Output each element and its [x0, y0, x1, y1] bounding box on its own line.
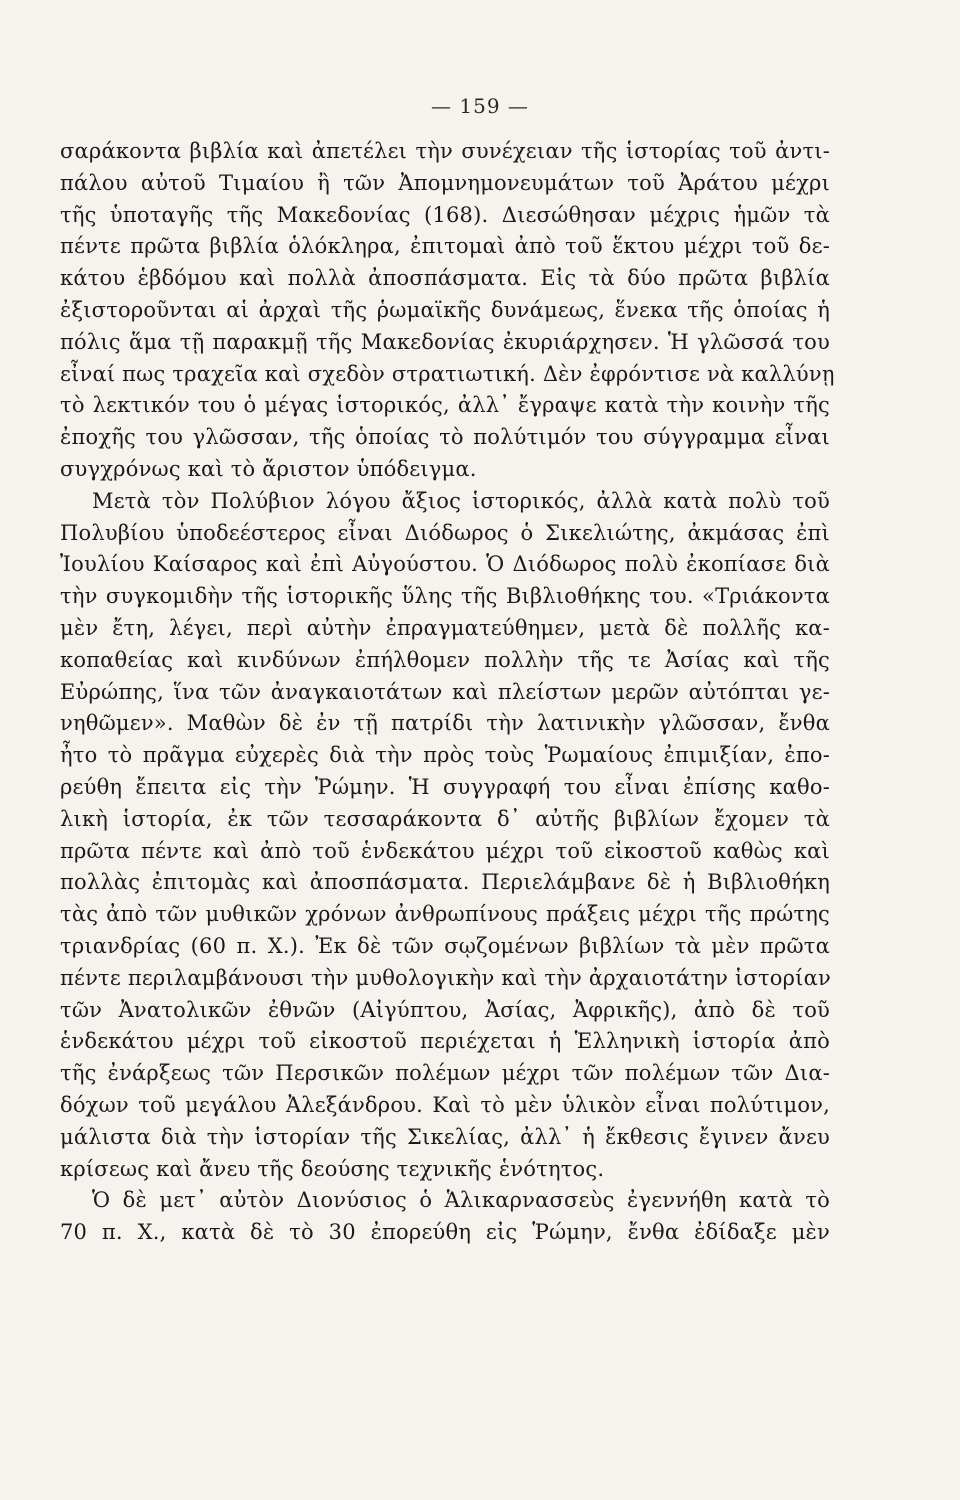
paragraph-start-line: Μετὰ τὸν Πολύβιον λόγου ἄξιος ἱστορικός, ἀλλὰ κατὰ πολὺ τοῦ	[92, 488, 830, 513]
text-line: πολλὰς ἐπιτομὰς καὶ ἀποσπάσματα. Περιελάμβανε δὲ ἡ Βιβλιοθήκη	[60, 870, 830, 895]
page-number: — 159 —	[431, 94, 529, 118]
text-line: τῆς ἐνάρξεως τῶν Περσικῶν πολέμων μέχρι τῶν πολέμων τῶν Δια-	[60, 1061, 830, 1086]
text-line: τριανδρίας (60 π. Χ.). Ἐκ δὲ τῶν σῳζομένων βιβλίων τὰ μὲν πρῶτα	[60, 933, 830, 958]
text-line: πάλου αὐτοῦ Τιμαίου ἢ τῶν Ἀπομνημονευμάτων τοῦ Ἀράτου μέχρι	[60, 170, 830, 195]
text-line: εἶναί πως τραχεῖα καὶ σχεδὸν στρατιωτική. Δὲν ἐφρόντισε νὰ καλλύνῃ	[60, 361, 835, 386]
text-line: ἑνδεκάτου μέχρι τοῦ εἰκοστοῦ περιέχεται ἡ Ἑλληνικὴ ἱστορία ἀπὸ	[60, 1029, 830, 1054]
text-line: κρίσεως καὶ ἄνευ τῆς δεούσης τεχνικῆς ἑνότητος.	[60, 1156, 605, 1181]
text-line: λικὴ ἱστορία, ἐκ τῶν τεσσαράκοντα δ᾽ αὐτῆς βιβλίων ἔχομεν τὰ	[60, 806, 830, 831]
text-line: συγχρόνως καὶ τὸ ἄριστον ὑπόδειγμα.	[60, 456, 477, 481]
text-line: τὸ λεκτικόν του ὁ μέγας ἱστορικός, ἀλλ᾽ ἔγραψε κατὰ τὴν κοινὴν τῆς	[60, 393, 830, 418]
text-line: τῶν Ἀνατολικῶν ἐθνῶν (Αἰγύπτου, Ἀσίας, Ἀφρικῆς), ἀπὸ δὲ τοῦ	[60, 997, 830, 1022]
text-line: τὰς ἀπὸ τῶν μυθικῶν χρόνων ἀνθρωπίνους πράξεις μέχρι τῆς πρώτης	[60, 902, 830, 927]
text-line: σαράκοντα βιβλία καὶ ἀπετέλει τὴν συνέχειαν τῆς ἱστορίας τοῦ ἀντι-	[60, 139, 830, 163]
text-line: ἐξιστοροῦνται αἱ ἀρχαὶ τῆς ῥωμαϊκῆς δυνάμεως, ἕνεκα τῆς ὁποίας ἡ	[60, 297, 830, 322]
text-line: Ἰουλίου Καίσαρος καὶ ἐπὶ Αὐγούστου. Ὁ Διόδωρος πολὺ ἐκοπίασε διὰ	[60, 552, 830, 577]
text-line: Πολυβίου ὑποδεέστερος εἶναι Διόδωρος ὁ Σικελιώτης, ἀκμάσας ἐπὶ	[60, 520, 830, 545]
text-line: 70 π. Χ., κατὰ δὲ τὸ 30 ἐπορεύθη εἰς Ῥώμην, ἔνθα ἐδίδαξε μὲν	[60, 1220, 830, 1245]
text-line: πέντε περιλαμβάνουσι τὴν μυθολογικὴν καὶ τὴν ἀρχαιοτάτην ἱστορίαν	[60, 965, 831, 990]
text-line: τὴν συγκομιδὴν τῆς ἱστορικῆς ὕλης τῆς Βιβλιοθήκης του. «Τριάκοντα	[60, 584, 830, 609]
text-line: μὲν ἔτη, λέγει, περὶ αὐτὴν ἐπραγματεύθημεν, μετὰ δὲ πολλῆς κα-	[60, 615, 830, 640]
text-line: κάτου ἑβδόμου καὶ πολλὰ ἀποσπάσματα. Εἰς τὰ δύο πρῶτα βιβλία	[60, 266, 830, 291]
paragraph-start-line: Ὁ δὲ μετ᾽ αὐτὸν Διονύσιος ὁ Ἁλικαρνασσεὺς ἐγεννήθη κατὰ τὸ	[92, 1188, 830, 1213]
text-line: δόχων τοῦ μεγάλου Ἀλεξάνδρου. Καὶ τὸ μὲν ὑλικὸν εἶναι πολύτιμον,	[60, 1092, 830, 1117]
text-line: κοπαθείας καὶ κινδύνων ἐπήλθομεν πολλὴν τῆς τε Ἀσίας καὶ τῆς	[60, 647, 830, 672]
text-line: πέντε πρῶτα βιβλία ὁλόκληρα, ἐπιτομαὶ ἀπὸ τοῦ ἕκτου μέχρι τοῦ δε-	[60, 234, 830, 259]
text-line: νηθῶμεν». Μαθὼν δὲ ἐν τῇ πατρίδι τὴν λατινικὴν γλῶσσαν, ἔνθα	[60, 711, 830, 736]
text-line: ἦτο τὸ πρᾶγμα εὐχερὲς διὰ τὴν πρὸς τοὺς Ῥωμαίους ἐπιμιξίαν, ἐπο-	[60, 743, 830, 768]
text-line: Εὐρώπης, ἵνα τῶν ἀναγκαιοτάτων καὶ πλείστων μερῶν αὐτόπται γε-	[60, 679, 830, 704]
text-line: ρεύθη ἔπειτα εἰς τὴν Ῥώμην. Ἡ συγγραφή του εἶναι ἐπίσης καθο-	[60, 774, 830, 799]
text-line: πρῶτα πέντε καὶ ἀπὸ τοῦ ἑνδεκάτου μέχρι τοῦ εἰκοστοῦ καθὼς καὶ	[60, 838, 830, 863]
text-line: ἐποχῆς του γλῶσσαν, τῆς ὁποίας τὸ πολύτιμόν του σύγγραμμα εἶναι	[60, 425, 830, 450]
text-line: τῆς ὑποταγῆς τῆς Μακεδονίας (168). Διεσώθησαν μέχρις ἡμῶν τὰ	[60, 202, 830, 227]
text-line: μάλιστα διὰ τὴν ἱστορίαν τῆς Σικελίας, ἀλλ᾽ ἡ ἔκθεσις ἔγινεν ἄνευ	[60, 1124, 830, 1149]
text-line: πόλις ἅμα τῇ παρακμῇ τῆς Μακεδονίας ἐκυριάρχησεν. Ἡ γλῶσσά του	[60, 329, 830, 354]
body-text	[60, 136, 835, 1249]
